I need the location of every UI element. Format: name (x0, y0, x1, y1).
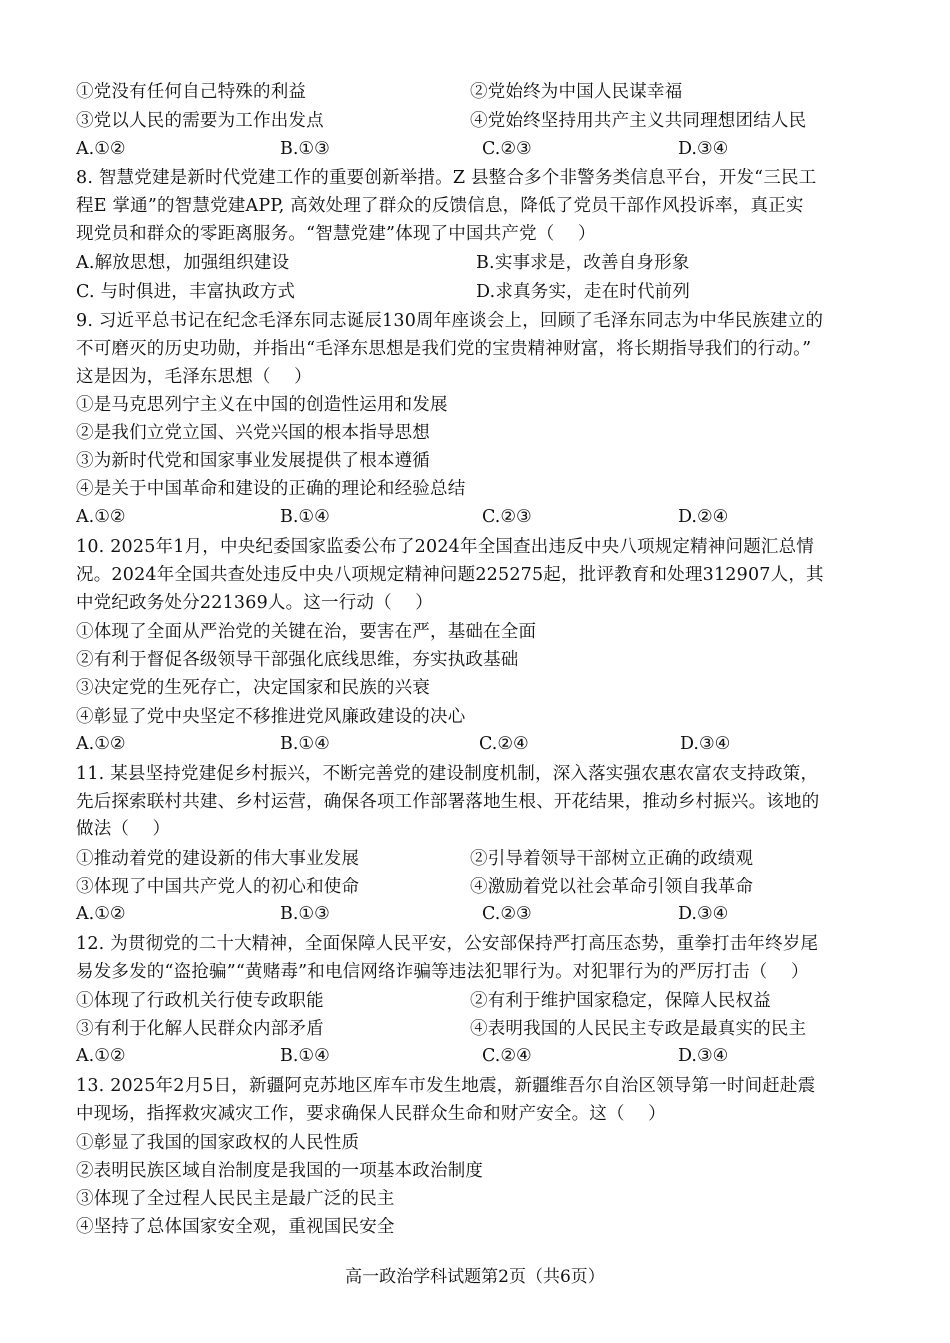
q13-stem-line: 13. 2025年2月5日，新疆阿克苏地区库车市发生地震，新疆维吾尔自治区领导第一时间赶赴震 (76, 1076, 816, 1096)
q12-option-a: A.①② (76, 1046, 126, 1066)
q10-statement-4: ④彰显了党中央坚定不移推进党风廉政建设的决心 (76, 707, 466, 727)
q9-stem-line: 不可磨灭的历史功勋，并指出“毛泽东思想是我们党的宝贵精神财富，将长期指导我们的行动。” (76, 339, 812, 359)
q7-option-b: B.①③ (280, 139, 330, 159)
q11-option-a: A.①② (76, 904, 126, 924)
q12-stem-line: 12. 为贯彻党的二十大精神，全面保障人民平安，公安部保持严打高压态势，重拳打击年终岁尾 (76, 934, 819, 954)
q8-option-b: B.实事求是，改善自身形象 (476, 253, 690, 273)
q11-statement-4: ④激励着党以社会革命引领自我革命 (470, 877, 754, 897)
q11-statement-3: ③体现了中国共产党人的初心和使命 (76, 877, 360, 897)
q13-statement-2: ②表明民族区域自治制度是我国的一项基本政治制度 (76, 1161, 484, 1181)
q9-option-b: B.①④ (280, 507, 330, 527)
q13-stem-line: 中现场，指挥救灾减灾工作，要求确保人民群众生命和财产安全。这（ ） (76, 1104, 666, 1124)
q11-stem-line: 11. 某县坚持党建促乡村振兴，不断完善党的建设制度机制，深入落实强农惠农富农支持政策， (76, 764, 819, 784)
q12-option-d: D.③④ (678, 1046, 729, 1066)
q11-statement-1: ①推动着党的建设新的伟大事业发展 (76, 849, 360, 869)
q10-option-c: C.②④ (479, 734, 529, 754)
q11-option-b: B.①③ (280, 904, 330, 924)
q13-statement-1: ①彰显了我国的国家政权的人民性质 (76, 1133, 360, 1153)
q10-stem-line: 况。2024年全国共查处违反中央八项规定精神问题225275起，批评教育和处理312907人，其 (76, 565, 824, 585)
q9-option-d: D.②④ (678, 507, 729, 527)
q10-option-a: A.①② (76, 734, 126, 754)
q9-option-c: C.②③ (482, 507, 532, 527)
q12-statement-3: ③有利于化解人民群众内部矛盾 (76, 1019, 324, 1039)
page-footer: 高一政治学科试题第2页（共6页） (345, 1267, 605, 1287)
q11-statement-2: ②引导着领导干部树立正确的政绩观 (470, 849, 754, 869)
q12-option-c: C.②④ (482, 1046, 532, 1066)
q10-stem-line: 中党纪政务处分221369人。这一行动（ ） (76, 593, 433, 613)
q8-stem-line: 程E 掌通”的智慧党建APP, 高效处理了群众的反馈信息，降低了党员干部作风投诉率，真正实 (76, 196, 804, 216)
q7-statement-1: ①党没有任何自己特殊的利益 (76, 82, 307, 102)
q11-stem-line: 先后探索联村共建、乡村运营，确保各项工作部署落地生根、开花结果，推动乡村振兴。该地的 (76, 792, 820, 812)
q7-option-a: A.①② (76, 139, 126, 159)
q10-statement-2: ②有利于督促各级领导干部强化底线思维，夯实执政基础 (76, 650, 519, 670)
q9-statement-2: ②是我们立党立国、兴党兴国的根本指导思想 (76, 423, 430, 443)
q10-option-d: D.③④ (680, 734, 731, 754)
q9-stem-line: 9. 习近平总书记在纪念毛泽东同志诞辰130周年座谈会上，回顾了毛泽东同志为中华民族建立的 (76, 311, 824, 331)
q10-option-b: B.①④ (280, 734, 330, 754)
q9-stem-line: 这是因为，毛泽东思想（ ） (76, 367, 312, 387)
q11-option-c: C.②③ (482, 904, 532, 924)
q8-stem-line: 现党员和群众的零距离服务。“智慧党建”体现了中国共产党（ ） (76, 224, 596, 244)
q11-stem-line: 做法（ ） (76, 819, 171, 839)
q7-option-c: C.②③ (482, 139, 532, 159)
q8-option-c: C. 与时俱进，丰富执政方式 (76, 282, 296, 302)
q12-option-b: B.①④ (280, 1046, 330, 1066)
q12-statement-1: ①体现了行政机关行使专政职能 (76, 991, 324, 1011)
q11-option-d: D.③④ (678, 904, 729, 924)
q7-statement-3: ③党以人民的需要为工作出发点 (76, 111, 324, 131)
q10-stem-line: 10. 2025年1月，中央纪委国家监委公布了2024年全国查出违反中央八项规定精神问题汇总情 (76, 537, 814, 557)
q7-option-d: D.③④ (678, 139, 729, 159)
q12-stem-line: 易发多发的“盗抢骗”“黄赌毒”和电信网络诈骗等违法犯罪行为。对犯罪行为的严厉打击（ ） (76, 962, 809, 982)
q7-statement-4: ④党始终坚持用共产主义共同理想团结人民 (470, 111, 807, 131)
q8-option-a: A.解放思想，加强组织建设 (76, 253, 290, 273)
q8-stem-line: 8. 智慧党建是新时代党建工作的重要创新举措。Z 县整合多个非警务类信息平台，开发“三民工 (76, 168, 817, 188)
q8-option-d: D.求真务实，走在时代前列 (476, 282, 691, 302)
q10-statement-3: ③决定党的生死存亡，决定国家和民族的兴衰 (76, 678, 430, 698)
q9-statement-4: ④是关于中国革命和建设的正确的理论和经验总结 (76, 479, 466, 499)
q9-statement-1: ①是马克思列宁主义在中国的创造性运用和发展 (76, 395, 448, 415)
q12-statement-2: ②有利于维护国家稳定，保障人民权益 (470, 991, 771, 1011)
q10-statement-1: ①体现了全面从严治党的关键在治，要害在严，基础在全面 (76, 622, 537, 642)
q9-statement-3: ③为新时代党和国家事业发展提供了根本遵循 (76, 451, 430, 471)
q12-statement-4: ④表明我国的人民民主专政是最真实的民主 (470, 1019, 807, 1039)
q13-statement-4: ④坚持了总体国家安全观，重视国民安全 (76, 1217, 395, 1237)
q9-option-a: A.①② (76, 507, 126, 527)
q7-statement-2: ②党始终为中国人民谋幸福 (470, 82, 683, 102)
q13-statement-3: ③体现了全过程人民民主是最广泛的民主 (76, 1189, 395, 1209)
